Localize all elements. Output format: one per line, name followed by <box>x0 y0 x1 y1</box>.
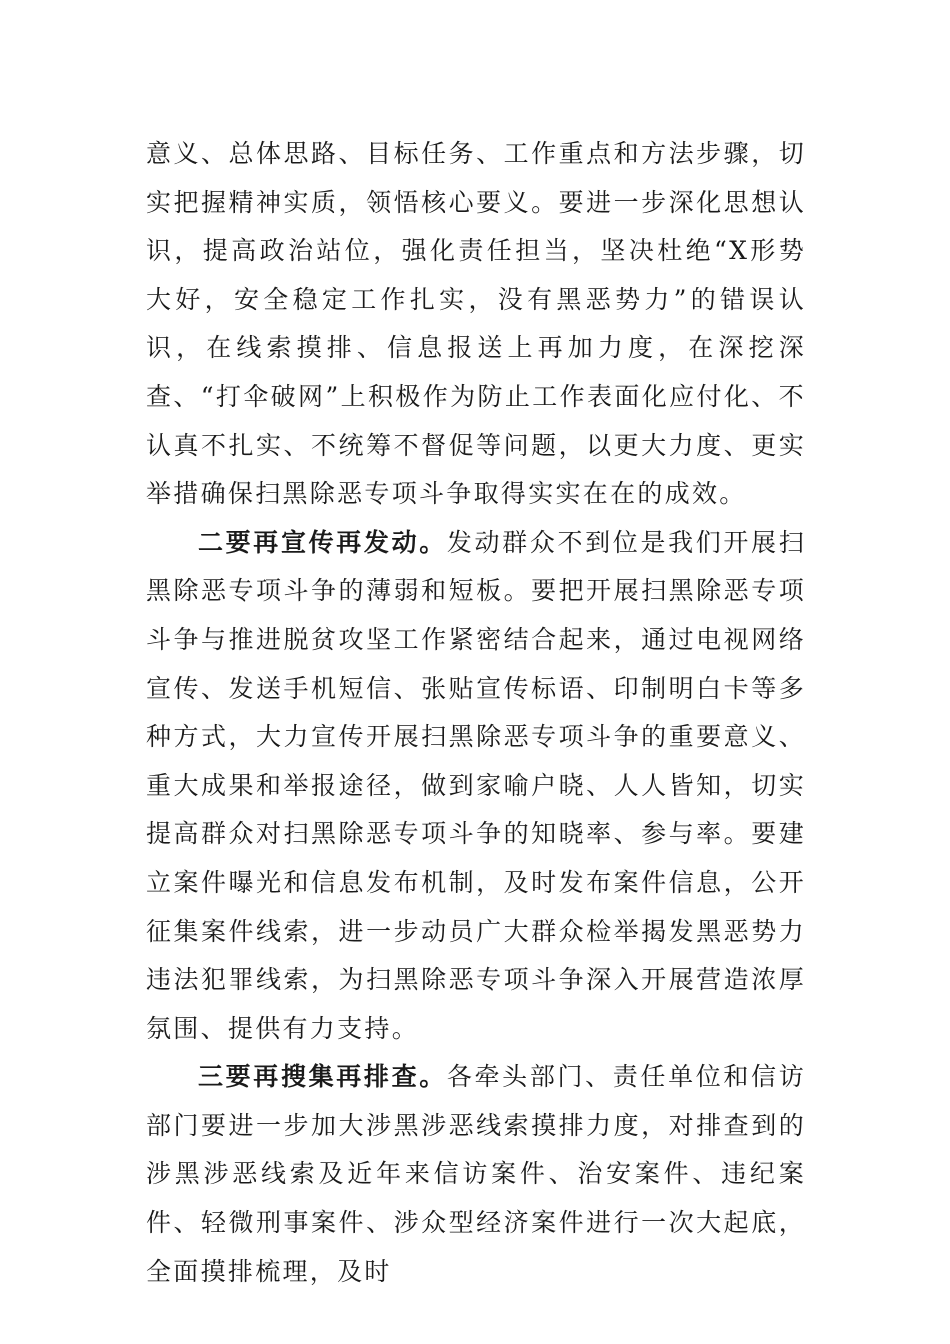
paragraph-1-text: 意义、总体思路、目标任务、工作重点和方法步骤，切实把握精神实质，领悟核心要义。要进一步深化思想认识，提高政治站位，强化责任担当，坚决杜绝“X形势大好，安全稳定工作扎实，没有黑恶势力”的错误认识，在线索摸排、信息报送上再加力度，在深挖深查、“打伞破网”上积极作为防止工作表面化应付化、不认真不扎实、不统筹不督促等问题，以更大力度、更实举措确保扫黑除恶专项斗争取得实实在在的成效。 <box>146 139 806 509</box>
paragraph-3-lead: 三要再搜集再排查。 <box>198 1062 447 1092</box>
paragraph-2-lead: 二要再宣传再发动。 <box>198 527 447 557</box>
paragraph-1 <box>146 130 806 519</box>
paragraph-3 <box>146 1053 806 1296</box>
document-body <box>146 130 806 1296</box>
paragraph-3-text: 各牵头部门、责任单位和信访部门要进一步加大涉黑涉恶线索摸排力度，对排查到的涉黑涉恶线索及近年来信访案件、治安案件、违纪案件、轻微刑事案件、涉众型经济案件进行一次大起底，全面摸排梳理，及时 <box>146 1062 806 1286</box>
paragraph-2-text: 发动群众不到位是我们开展扫黑除恶专项斗争的薄弱和短板。要把开展扫黑除恶专项斗争与推进脱贫攻坚工作紧密结合起来，通过电视网络宣传、发送手机短信、张贴宣传标语、印制明白卡等多种方式，大力宣传开展扫黑除恶专项斗争的重要意义、重大成果和举报途径，做到家喻户晓、人人皆知，切实提高群众对扫黑除恶专项斗争的知晓率、参与率。要建立案件曝光和信息发布机制，及时发布案件信息，公开征集案件线索，进一步动员广大群众检举揭发黑恶势力违法犯罪线索，为扫黑除恶专项斗争深入开展营造浓厚氛围、提供有力支持。 <box>146 527 806 1043</box>
paragraph-2 <box>146 519 806 1054</box>
